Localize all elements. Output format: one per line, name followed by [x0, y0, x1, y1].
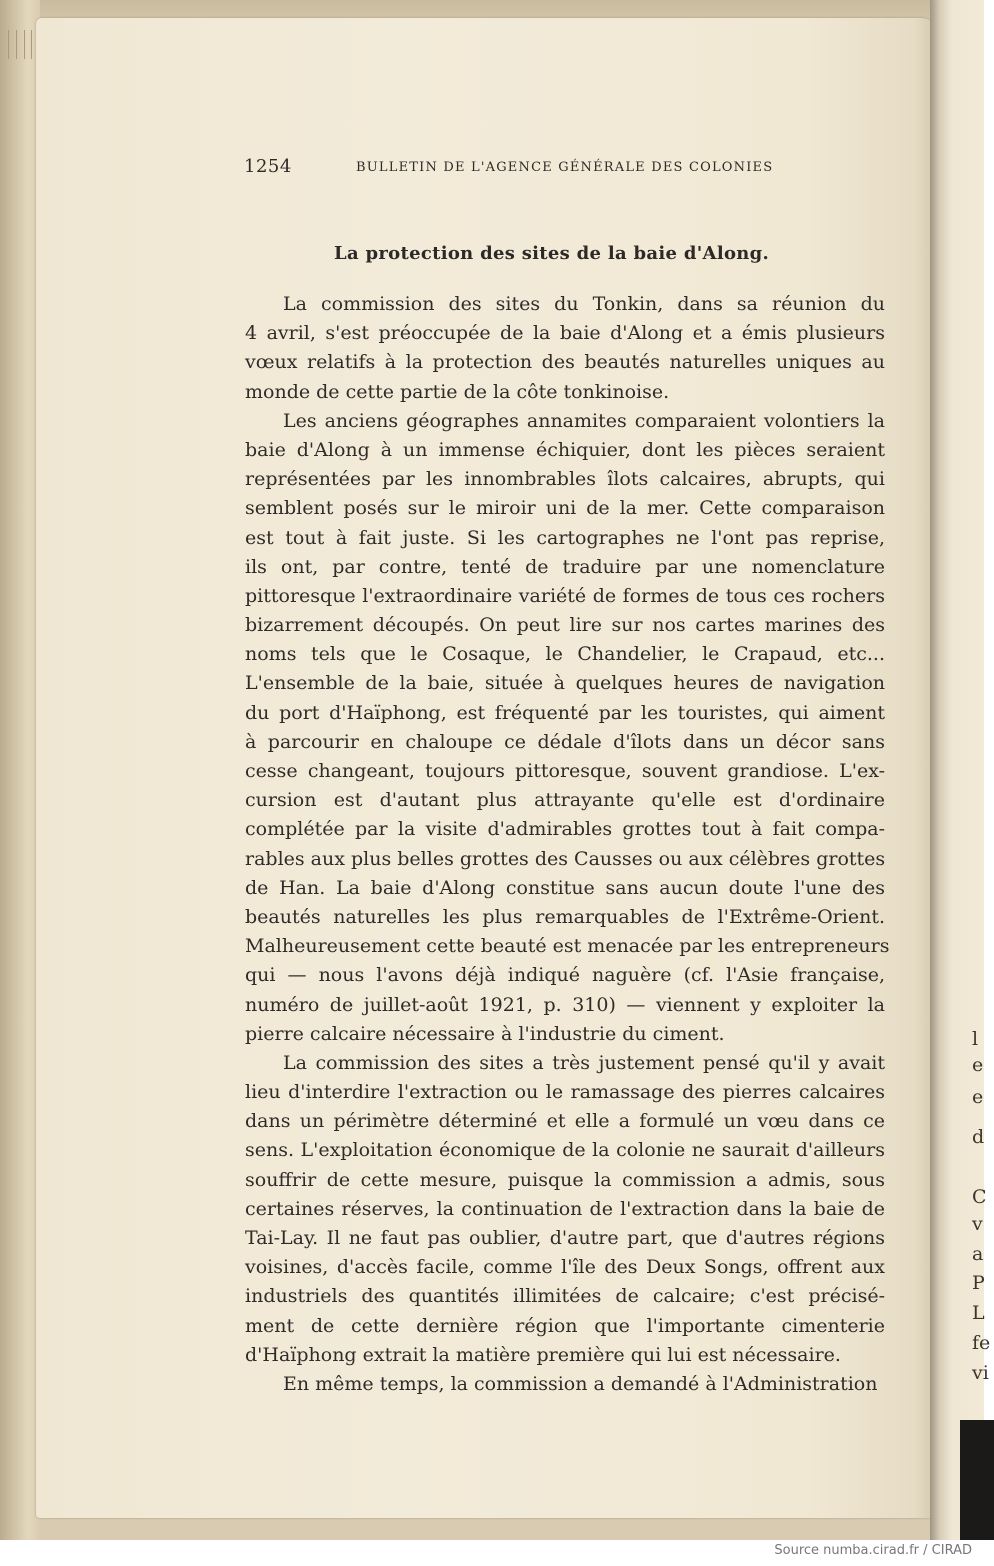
text-line: dans un périmètre déterminé et elle a formulé un vœu dans ce	[245, 1110, 885, 1133]
next-page-fragment: a	[972, 1243, 984, 1265]
text-line: est tout à fait juste. Si les cartographes ne l'ont pas reprise,	[245, 526, 885, 549]
binding-shadow	[960, 1420, 994, 1540]
text-line: noms tels que le Cosaque, le Chandelier, le Crapaud, etc...	[245, 643, 885, 666]
text-line: cesse changeant, toujours pittoresque, souvent grandiose. L'ex-	[245, 760, 885, 782]
text-line: rables aux plus belles grottes des Causses ou aux célèbres grottes	[245, 847, 886, 870]
text-line: beautés naturelles les plus remarquables de l'Extrême-Orient.	[245, 905, 885, 928]
text-line: représentées par les innombrables îlots calcaires, abrupts, qui	[245, 468, 885, 491]
next-page-fragment: L	[972, 1302, 985, 1324]
text-line: Les anciens géographes annamites comparaient volontiers la	[283, 409, 885, 432]
next-page-fragment: fe	[972, 1332, 991, 1354]
text-line: industriels des quantités illimitées de calcaire; c'est précisé-	[245, 1285, 885, 1308]
text-line: La commission des sites du Tonkin, dans sa réunion du	[283, 293, 885, 315]
text-line: ment de cette dernière région que l'importante cimenterie	[245, 1314, 885, 1337]
text-line: Tai-Lay. Il ne faut pas oublier, d'autre part, que d'autres régions	[245, 1227, 885, 1249]
text-line: certaines réserves, la continuation de l'extraction dans la baie de	[245, 1197, 885, 1220]
text-line: complétée par la visite d'admirables grottes tout à fait compa-	[245, 818, 885, 841]
text-line: En même temps, la commission a demandé à l'Administration	[283, 1372, 878, 1395]
text-line: monde de cette partie de la côte tonkinoise.	[245, 380, 670, 403]
article-body	[245, 290, 890, 1399]
next-page-fragment: vi	[972, 1362, 989, 1384]
text-line: baie d'Along à un immense échiquier, dont les pièces seraient	[245, 438, 885, 461]
article-title: La protection des sites de la baie d'Along.	[334, 243, 770, 264]
next-page-fragment: C	[972, 1186, 987, 1208]
text-line: bizarrement découpés. On peut lire sur nos cartes marines des	[245, 614, 885, 637]
text-line: sens. L'exploitation économique de la colonie ne saurait d'ailleurs	[245, 1139, 885, 1162]
text-line: La commission des sites a très justement pensé qu'il y avait	[283, 1051, 885, 1074]
next-page-fragment: e	[972, 1086, 984, 1108]
text-line: L'ensemble de la baie, située à quelques heures de navigation	[245, 672, 885, 695]
text-line: de Han. La baie d'Along constitue sans aucun doute l'une des	[245, 876, 885, 899]
text-line: numéro de juillet-août 1921, p. 310) — viennent y exploiter la	[245, 993, 885, 1016]
text-line: pittoresque l'extraordinaire variété de formes de tous ces rochers	[245, 584, 885, 607]
text-line: cursion est d'autant plus attrayante qu'elle est d'ordinaire	[245, 789, 885, 812]
text-line: du port d'Haïphong, est fréquenté par les touristes, qui aiment	[245, 701, 885, 724]
text-line: d'Haïphong extrait la matière première qui lui est nécessaire.	[245, 1343, 841, 1366]
text-line: pierre calcaire nécessaire à l'industrie du ciment.	[245, 1022, 725, 1045]
next-page-fragment: P	[972, 1272, 985, 1294]
text-line: semblent posés sur le miroir uni de la mer. Cette comparaison	[245, 497, 885, 520]
text-line: voisines, d'accès facile, comme l'île des Deux Songs, offrent aux	[245, 1256, 885, 1279]
next-page-fragment: d	[972, 1126, 985, 1148]
text-line: souffrir de cette mesure, puisque la commission a admis, sous	[245, 1168, 885, 1191]
next-page-fragment: e	[972, 1054, 984, 1076]
text-line: Malheureusement cette beauté est menacée par les entrepreneurs	[245, 935, 890, 958]
text-line: à parcourir en chaloupe ce dédale d'îlots dans un décor sans	[245, 730, 885, 753]
next-page-fragment: v	[972, 1213, 983, 1235]
running-header-title: BULLETIN DE L'AGENCE GÉNÉRALE DES COLONIES	[356, 160, 774, 175]
text-line: lieu d'interdire l'extraction ou le ramassage des pierres calcaires	[245, 1081, 885, 1104]
text-line: vœux relatifs à la protection des beautés naturelles uniques au	[245, 351, 885, 374]
next-page-fragment: l	[972, 1028, 979, 1050]
next-page-edge	[930, 0, 991, 1540]
page-number: 1254	[244, 156, 292, 177]
text-line: 4 avril, s'est préoccupée de la baie d'Along et a émis plusieurs	[245, 322, 885, 345]
book-left-edge	[0, 0, 40, 1540]
running-header	[244, 156, 784, 180]
text-line: qui — nous l'avons déjà indiqué naguère (cf. l'Asie française,	[245, 964, 885, 987]
source-credit: Source numba.cirad.fr / CIRAD	[774, 1543, 972, 1558]
text-line: ils ont, par contre, tenté de traduire par une nomenclature	[245, 555, 885, 578]
